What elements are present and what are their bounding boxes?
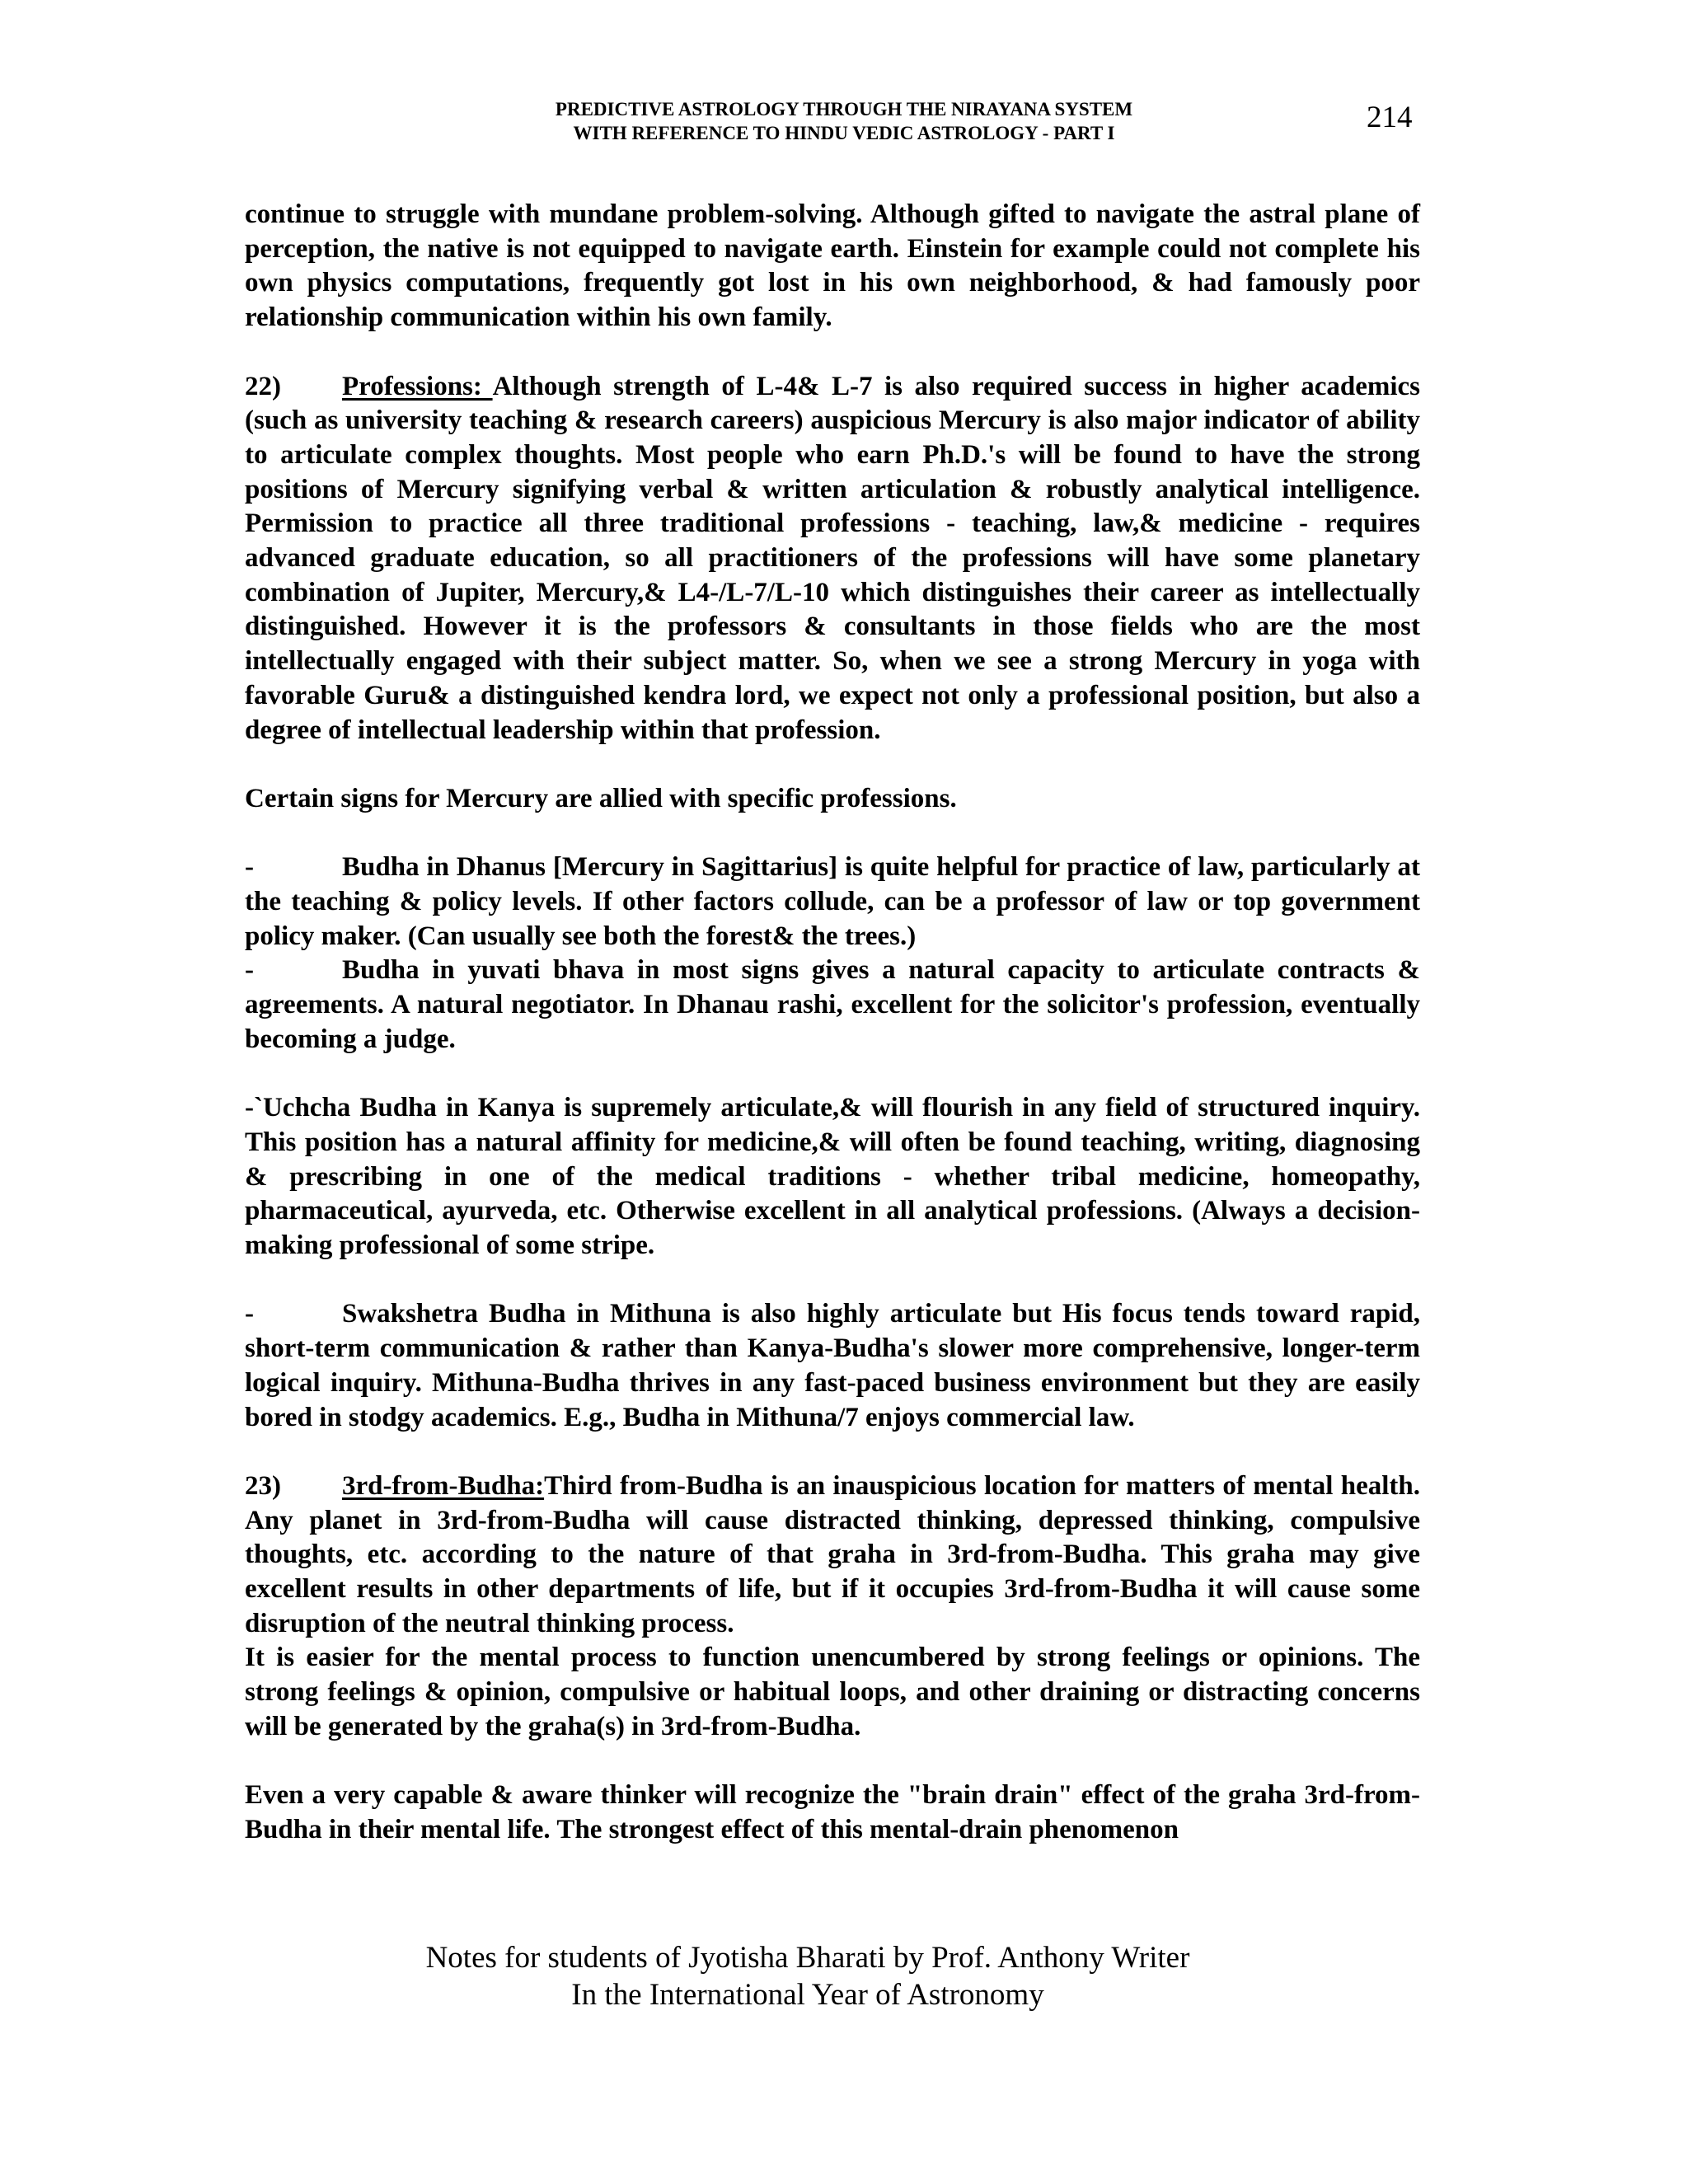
- paragraph-einstein: continue to struggle with mundane problem-solving. Although gifted to navigate the astral plane of perception, the native is not equipped to navigate earth. Einstein for example could not complete his own physics computations, frequently got lost in his own neighborhood, & had famously poor relationship communication within his own family.: [245, 199, 1420, 333]
- section-22-heading: Professions:: [342, 371, 493, 401]
- paragraph-spacer: [245, 817, 1420, 851]
- header-title-line-1: PREDICTIVE ASTROLOGY THROUGH THE NIRAYANA SYSTEM: [555, 99, 1133, 120]
- bullet-dash: -: [245, 1299, 254, 1329]
- paragraph-spacer: [245, 1263, 1420, 1298]
- bullet-budha-dhanus-text: Budha in Dhanus [Mercury in Sagittarius] is quite helpful for practice of law, particularly at the teaching & policy levels. If other factors collude, can be a professor of law or top government policy maker. (Can usually see both the forest& the trees.): [245, 852, 1420, 951]
- bullet-dash: -: [245, 852, 254, 883]
- section-22-professions: [245, 370, 1420, 748]
- paragraph-spacer: [245, 1435, 1420, 1469]
- paragraph-spacer: [245, 335, 1420, 370]
- header-title-line-2: WITH REFERENCE TO HINDU VEDIC ASTROLOGY - PART I: [573, 123, 1115, 143]
- bullet-uchcha-budha: -`Uchcha Budha in Kanya is supremely articulate,& will flourish in any field of structured inquiry. This position has a natural affinity for medicine,& will often be found teaching, writing, diagnosing & prescribing in one of the medical traditions - whether tribal medicine, homeopathy, pharmaceutical, ayurveda, etc. Otherwise excellent in all analytical professions. (Always a decision-making professional of some stripe.: [245, 1093, 1420, 1261]
- paragraph-signs-intro: Certain signs for Mercury are allied with specific professions.: [245, 783, 957, 813]
- running-footer: [0, 1939, 1615, 2013]
- paragraph-spacer: [245, 748, 1420, 782]
- paragraph-spacer: [245, 1057, 1420, 1092]
- paragraph-spacer: [245, 1745, 1420, 1779]
- bullet-budha-yuvati: [245, 954, 1420, 1057]
- bullet-budha-dhanus: [245, 851, 1420, 954]
- section-23-text: Third from-Budha is an inauspicious location for matters of mental health. Any planet in 3rd-from-Budha will cause distracted thinking, depressed thinking, compulsive thoughts, etc. according to the nature of that graha in 3rd-from-Budha. This graha may give excellent results in other departments of life, but if it occupies 3rd-from-Budha it will cause some disruption of the neutral thinking process.: [245, 1470, 1420, 1638]
- section-23-number: 23): [245, 1470, 281, 1501]
- bullet-dash: -: [245, 955, 254, 986]
- section-23-third-from-budha: [245, 1469, 1420, 1642]
- section-22-text: Although strength of L-4& L-7 is also required success in higher academics (such as university teaching & research careers) auspicious Mercury is also major indicator of ability to articulate complex thoughts. Most people who earn Ph.D.'s will be found to have the strong positions of Mercury signifying verbal & written articulation & robustly analytical intelligence. Permission to practice all three traditional professions - teaching, law,& medicine - requires advanced graduate education, so all practitioners of the professions will have some planetary combination of Jupiter, Mercury,& L4-/L-7/L-10 which distinguishes their career as intellectually distinguished. However it is the professors & consultants in those fields who are the most intellectually engaged with their subject matter. So, when we see a strong Mercury in yoga with favorable Guru& a distinguished kendra lord, we expect not only a professional position, but also a degree of intellectual leadership within that profession.: [245, 371, 1420, 745]
- bullet-swakshetra-budha: [245, 1297, 1420, 1435]
- bullet-swakshetra-budha-text: Swakshetra Budha in Mithuna is also highly articulate but His focus tends toward rapid, short-term communication & rather than Kanya-Budha's slower more comprehensive, longer-term logical inquiry. Mithuna-Budha thrives in any fast-paced business environment but they are easily bored in stodgy academics. E.g., Budha in Mithuna/7 enjoys commercial law.: [245, 1299, 1420, 1432]
- page-body: [245, 198, 1420, 1848]
- section-23-heading: 3rd-from-Budha:: [342, 1470, 545, 1501]
- section-22-number: 22): [245, 371, 281, 401]
- footer-line-2: In the International Year of Astronomy: [571, 1978, 1044, 2012]
- running-header: [0, 97, 1688, 145]
- paragraph-brain-drain: Even a very capable & aware thinker will recognize the "brain drain" effect of the graha 3rd-from-Budha in their mental life. The strongest effect of this mental-drain phenomenon: [245, 1780, 1420, 1844]
- footer-line-1: Notes for students of Jyotisha Bharati by Prof. Anthony Writer: [425, 1941, 1190, 1975]
- bullet-budha-yuvati-text: Budha in yuvati bhava in most signs gives a natural capacity to articulate contracts & agreements. A natural negotiator. In Dhanau rashi, excellent for the solicitor's profession, eventually becoming a judge.: [245, 955, 1420, 1054]
- paragraph-mental-process: It is easier for the mental process to function unencumbered by strong feelings or opinions. The strong feelings & opinion, compulsive or habitual loops, and other draining or distracting concerns will be generated by the graha(s) in 3rd-from-Budha.: [245, 1643, 1420, 1741]
- page-number: 214: [1367, 101, 1413, 134]
